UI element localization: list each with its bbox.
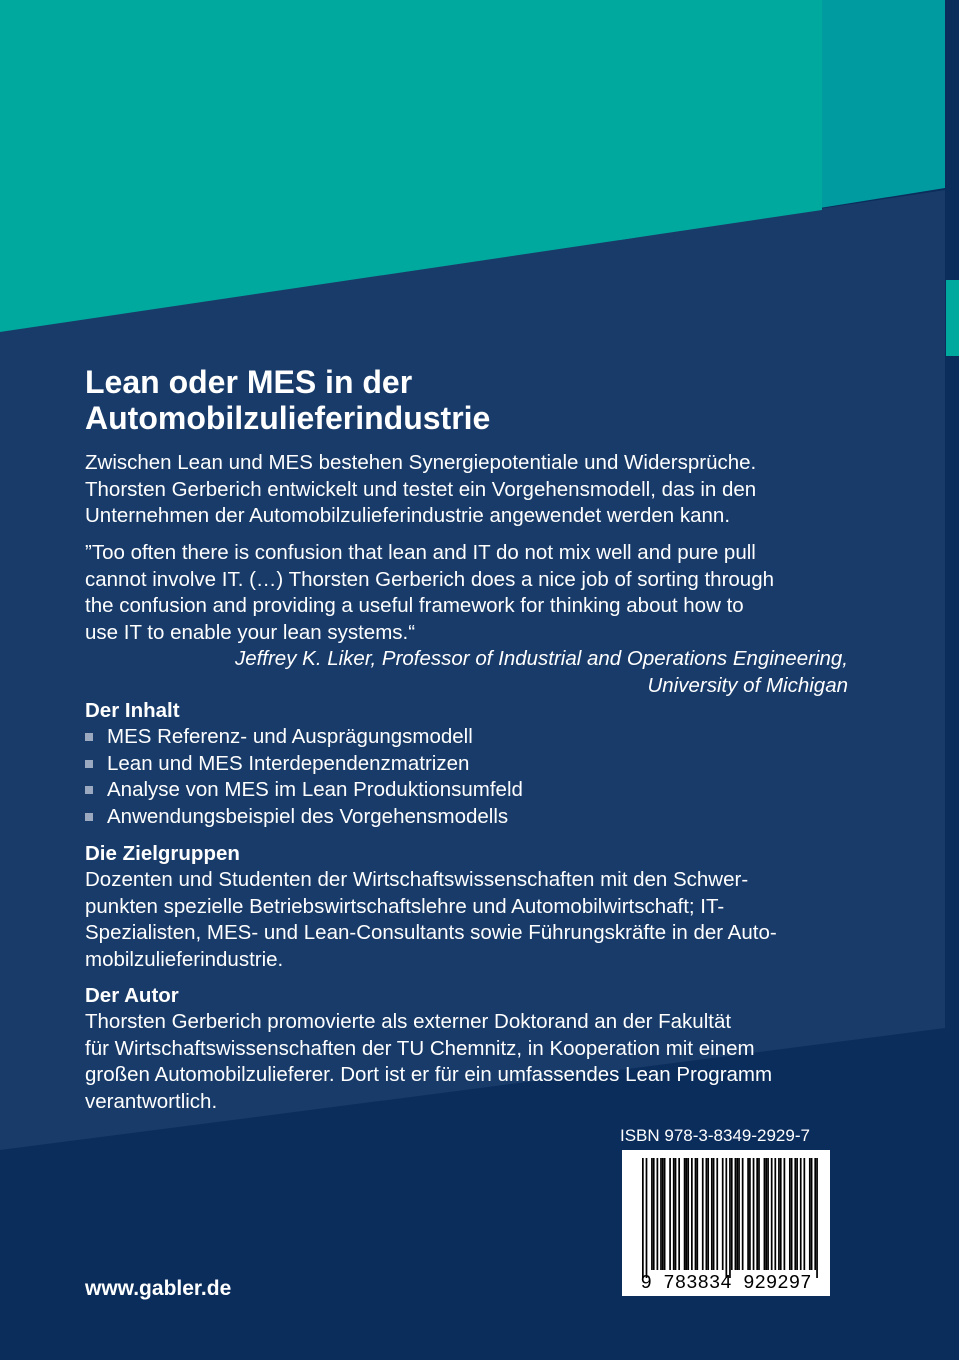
attribution-line-2: University of Michigan [647,673,848,697]
attribution-line-1: Jeffrey K. Liker, Professor of Industrial and Operations Engineering, [234,647,848,670]
barcode-bar [756,1158,758,1270]
intro-line: Zwischen Lean und MES bestehen Synergiepotentiale und Widersprüche. [85,451,757,474]
barcode-bar [684,1158,686,1270]
barcode-bar [814,1158,816,1270]
list-item [85,777,875,804]
isbn-barcode [622,1150,830,1296]
barcode-bar [803,1158,805,1270]
barcode-bar [731,1158,733,1270]
barcode-bar [657,1158,659,1270]
barcode-bar [809,1158,811,1270]
barcode-bar [764,1158,766,1270]
barcode-bar [686,1158,688,1270]
barcode-bar [646,1158,648,1278]
section-heading-inhalt: Der Inhalt [85,699,180,722]
quote-line: the confusion and providing a useful framework for thinking about how to [85,594,744,617]
content-list [85,724,875,830]
barcode-bar [711,1158,713,1270]
barcode-bar [767,1158,769,1270]
barcode-bar [738,1158,740,1270]
bullet-square-icon [85,813,93,821]
autor-paragraph [85,1009,875,1115]
bullet-square-icon [85,760,93,768]
barcode-bar [642,1158,644,1278]
barcode-bar [747,1158,749,1270]
publisher-website: www.gabler.de [85,1277,232,1300]
barcode-bar [664,1158,666,1270]
barcode-bar [725,1158,727,1278]
list-item-text: Lean und MES Interdependenzmatrizen [107,751,470,775]
intro-line: Thorsten Gerberich entwickelt und testet ein Vorgehensmodell, das in den [85,477,757,501]
barcode-bar [678,1158,680,1270]
barcode-bar [816,1158,818,1278]
barcode-bar [749,1158,751,1270]
barcode-bar [791,1158,793,1270]
barcode-bar [695,1158,697,1270]
barcode-bar [774,1158,776,1270]
list-item-text: Anwendungsbeispiel des Vorgehensmodells [107,804,509,828]
quote-attribution [85,646,848,699]
barcode-bar [758,1158,760,1270]
barcode-bar [778,1158,780,1270]
barcode-bar [706,1158,708,1270]
barcode-bar [662,1158,664,1270]
barcode-bar [784,1158,786,1270]
autor-line: verantwortlich. [85,1089,218,1113]
barcode-bar [771,1158,773,1270]
barcode-bar [707,1158,709,1270]
barcode-bar [675,1158,677,1270]
list-item [85,724,875,751]
zielgruppen-line: punkten spezielle Betriebswirtschaftslehre und Automobilwirtschaft; IT- [85,894,725,918]
list-item [85,751,875,778]
barcode-bar [722,1158,724,1270]
barcode-bar [811,1158,813,1270]
barcode-bar [687,1158,689,1270]
review-quote [85,540,875,646]
barcode-bar [789,1158,791,1270]
intro-line: Unternehmen der Automobilzulieferindustrie angewendet werden kann. [85,504,731,527]
barcode-bar [780,1158,782,1270]
barcode-bar [753,1158,755,1270]
barcode-bar [736,1158,738,1270]
barcode-bar [669,1158,671,1270]
list-item [85,804,875,831]
barcode-bar [673,1158,675,1270]
barcode-bar [702,1158,704,1270]
zielgruppen-paragraph [85,867,865,973]
list-item-text: MES Referenz- und Ausprägungsmodell [107,725,473,748]
title-line-2: Automobilzulieferindustrie [85,400,491,436]
barcode-bar [796,1158,798,1270]
teal-edge-marker [946,280,959,356]
autor-line: Thorsten Gerberich promovierte als externer Doktorand an der Fakultät [85,1010,732,1033]
barcode-bar [800,1158,802,1270]
barcode-bar [660,1158,662,1270]
book-title [85,364,885,436]
zielgruppen-line: Dozenten und Studenten der Wirtschaftswissenschaften mit den Schwer- [85,868,749,891]
section-heading-zielgruppen: Die Zielgruppen [85,842,240,865]
title-line-1: Lean oder MES in der [85,364,413,400]
isbn-label: ISBN 978-3-8349-2929-7 [620,1126,810,1145]
barcode-bar [794,1158,796,1270]
barcode-bar [651,1158,653,1270]
bullet-square-icon [85,786,93,794]
barcode-bar [653,1158,655,1270]
barcode-bar [765,1158,767,1270]
barcode-bar [742,1158,744,1270]
barcode-bar [716,1158,718,1270]
bullet-square-icon [85,733,93,741]
barcode-bar [691,1158,693,1270]
barcode-bar [729,1158,731,1278]
intro-paragraph [85,450,875,530]
barcode-bar [713,1158,715,1270]
zielgruppen-line: Spezialisten, MES- und Lean-Consultants sowie Führungskräfte in der Auto- [85,921,777,944]
quote-line: use IT to enable your lean systems.“ [85,620,416,644]
barcode-number: 9 783834 929297 [640,1272,812,1294]
barcode-bar [735,1158,737,1270]
zielgruppen-line: mobilzulieferindustrie. [85,947,284,971]
autor-line: für Wirtschaftswissenschaften der TU Chemnitz, in Kooperation mit einem [85,1036,755,1060]
barcode-bar [696,1158,698,1270]
quote-line: cannot involve IT. (…) Thorsten Gerberich does a nice job of sorting through [85,567,775,591]
section-heading-autor: Der Autor [85,984,179,1007]
autor-line: großen Automobilzulieferer. Dort ist er für ein umfassendes Lean Programm [85,1063,773,1086]
list-item-text: Analyse von MES im Lean Produktionsumfeld [107,778,523,801]
quote-line: ”Too often there is confusion that lean and IT do not mix well and pure pull [85,541,756,564]
